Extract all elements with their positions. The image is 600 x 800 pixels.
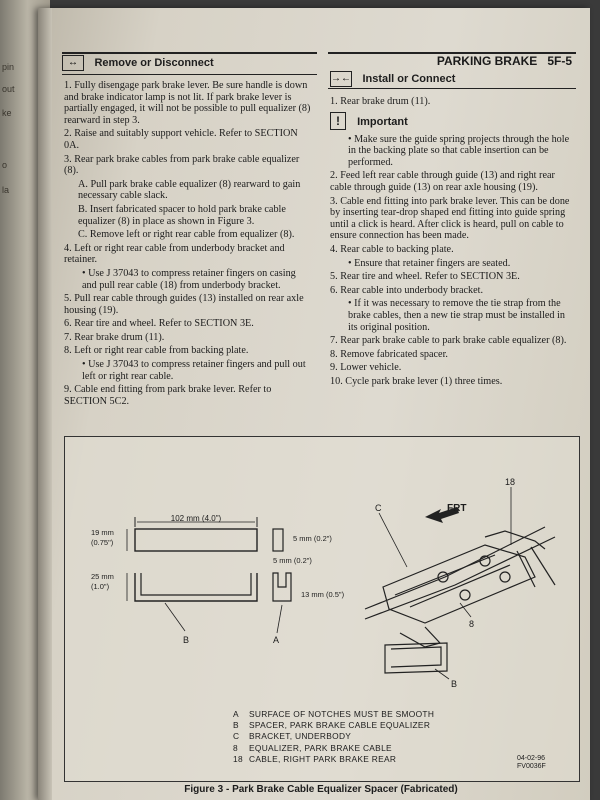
callout-c: C	[375, 503, 382, 513]
spacer-front-view	[135, 573, 257, 601]
dim-height-in: (0.75")	[91, 538, 114, 547]
remove-step: 2. Raise and suitably support vehicle. Refer to SECTION 0A.	[64, 128, 298, 151]
dim-notch-width: 5 mm (0.2")	[273, 556, 312, 565]
margin-fragment: o	[2, 160, 8, 170]
remove-step: 8. Left or right rear cable from backing plate.	[64, 345, 249, 357]
figure-3	[64, 436, 580, 782]
margin-fragment: la	[2, 185, 10, 195]
install-step: 10. Cycle park brake lever (1) three times.	[330, 375, 503, 387]
callout-8: 8	[469, 619, 475, 629]
figure-code: FV0036F	[517, 763, 546, 770]
remove-step: 5. Pull rear cable through guides (13) installed on rear axle housing (19).	[64, 293, 304, 316]
install-title: Install or Connect	[362, 72, 456, 85]
dim-notch-height: 13 mm (0.5")	[301, 590, 345, 599]
install-bullet: • Make sure the guide spring projects through the hole in the backing plate so that cable insertion can be performed.	[348, 133, 570, 168]
margin-fragment: pin	[2, 62, 15, 72]
install-header-rule	[328, 88, 576, 89]
arrows-apart-icon: ↔	[62, 55, 84, 71]
remove-header	[62, 52, 317, 75]
legend-row: A SURFACE OF NOTCHES MUST BE SMOOTH	[233, 709, 435, 719]
figure-legend	[233, 709, 434, 765]
legend-row: B SPACER, PARK BRAKE CABLE EQUALIZER	[233, 720, 431, 731]
notch-front-view	[273, 573, 291, 601]
install-step: 3. Cable end fitting into park brake lever. This can be done by inserting tear-drop shaped end fitting into guide spring until a click is heard. After click is heard, pull on cable to ensure connection has been made.	[330, 195, 570, 242]
legend-row: 18 CABLE, RIGHT PARK BRAKE REAR	[233, 753, 397, 764]
dim-width-in: (1.0")	[91, 582, 110, 591]
install-header	[328, 52, 576, 85]
date-code: 04-02-96	[517, 755, 546, 762]
remove-bullet: • Use J 37043 to compress retainer fingers and pull out left or right rear cable.	[82, 359, 306, 382]
important-note	[330, 112, 576, 130]
install-bullet: • If it was necessary to remove the tie strap from the brake cables, then a new tie strap must be installed in its original position.	[348, 298, 565, 333]
callout-frt: FRT	[447, 503, 467, 514]
install-step: 1. Rear brake drum (11).	[330, 96, 431, 107]
legend-row: 8 EQUALIZER, PARK BRAKE CABLE	[233, 742, 392, 753]
callout-b-left: B	[183, 635, 190, 645]
install-step: 8. Remove fabricated spacer.	[330, 348, 448, 360]
remove-step: 3. Rear park brake cables from park brake cable equalizer (8).	[64, 153, 300, 177]
manual-page	[38, 8, 590, 800]
install-steps	[330, 96, 576, 389]
remove-substep: B. Insert fabricated spacer to hold park brake cable equalizer (8) in place as shown in Figure 3.	[78, 203, 286, 227]
remove-title: Remove or Disconnect	[94, 56, 214, 69]
dim-notch-depth: 5 mm (0.2")	[293, 534, 332, 543]
install-bullet: • Ensure that retainer fingers are seated.	[348, 257, 511, 269]
figure-caption: Figure 3 - Park Brake Cable Equalizer Spacer (Fabricated)	[184, 784, 458, 795]
remove-bullet: • Use J 37043 to compress retainer fingers on casing and pull rear cable (18) from underbody bracket.	[82, 267, 296, 291]
section-title: PARKING BRAKE	[436, 54, 538, 68]
margin-fragment: ke	[2, 108, 12, 118]
remove-substep: C. Remove left or right rear cable from equalizer (8).	[78, 229, 295, 241]
arrows-together-icon: →←	[330, 71, 352, 87]
notch-top-view	[273, 529, 283, 551]
install-step: 7. Rear park brake cable to park brake cable equalizer (8).	[330, 335, 567, 347]
remove-step: 4. Left or right rear cable from underbody bracket and retainer.	[64, 242, 285, 266]
remove-step: 1. Fully disengage park brake lever. Be sure handle is down and brake indicator lamp is not lit. If park brake lever is partially engaged, it will not be possible to pull equalizer (8) rearward in step 3.	[64, 80, 311, 126]
install-step: 2. Feed left rear cable through guide (13) and right rear cable through guide (13) on rear axle housing (19).	[330, 170, 555, 193]
remove-steps	[64, 80, 312, 409]
callout-a: A	[273, 635, 280, 645]
equalizer-assembly	[365, 527, 555, 673]
spacer-top-view	[135, 529, 257, 551]
running-head	[437, 54, 572, 68]
remove-step: 6. Rear tire and wheel. Refer to SECTION 3E.	[64, 318, 254, 330]
dim-length: 102 mm (4.0")	[170, 514, 222, 523]
install-step: 5. Rear tire and wheel. Refer to SECTION 3E.	[330, 271, 520, 283]
install-step: 6. Rear cable into underbody bracket.	[330, 284, 484, 296]
important-label: Important	[357, 115, 408, 128]
dim-height: 19 mm	[91, 528, 114, 537]
remove-substep: A. Pull park brake cable equalizer (8) rearward to gain necessary cable slack.	[78, 178, 301, 202]
install-step: 4. Rear cable to backing plate.	[330, 243, 454, 255]
install-step: 9. Lower vehicle.	[330, 362, 402, 374]
remove-step: 7. Rear brake drum (11).	[64, 331, 165, 343]
callout-b-right: B	[451, 679, 458, 689]
margin-fragment: out	[2, 84, 15, 94]
figure-codes	[517, 755, 546, 771]
remove-step: 9. Cable end fitting from park brake lever. Refer to SECTION 5C2.	[64, 384, 272, 407]
callout-18: 18	[505, 477, 516, 487]
exclamation-icon: !	[330, 112, 346, 130]
legend-row: C BRACKET, UNDERBODY	[233, 731, 352, 742]
page-binding	[38, 8, 52, 800]
page-number: 5F-5	[547, 54, 572, 68]
dim-width: 25 mm	[91, 572, 114, 581]
